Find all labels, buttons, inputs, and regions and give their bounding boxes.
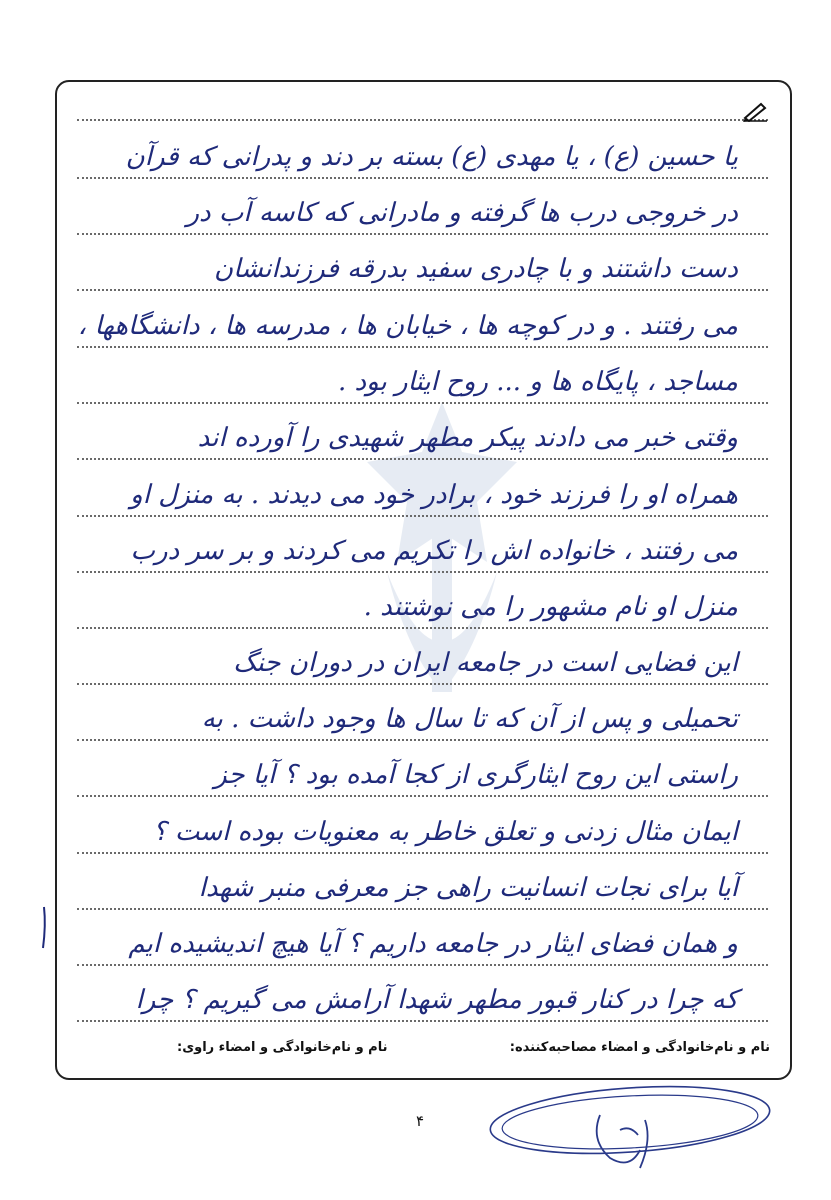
ruled-line — [77, 908, 768, 910]
handwritten-line: آیا برای نجات انسانیت راهی جز معرفی منبر شهدا — [198, 873, 738, 903]
ruled-line — [77, 852, 768, 854]
handwritten-line: این فضایی است در جامعه ایران در دوران جنگ — [233, 648, 738, 678]
handwritten-line: ایمان مثال زدنی و تعلق خاطر به معنویات بوده است ؟ — [152, 817, 738, 847]
ruled-line — [77, 964, 768, 966]
ruled-line — [77, 739, 768, 741]
ruled-line — [77, 289, 768, 291]
ruled-line — [77, 346, 768, 348]
ruled-line — [77, 795, 768, 797]
ruled-line — [77, 177, 768, 179]
handwritten-line: منزل او نام مشهور را می نوشتند . — [363, 592, 738, 622]
interviewer-signature-label: نام و نام‌خانوادگی و امضاء مصاحبه‌کننده: — [509, 1040, 770, 1055]
margin-mark — [40, 905, 48, 950]
page-number: ۴ — [416, 1112, 425, 1130]
interview-sheet — [55, 80, 792, 1080]
ruled-line — [77, 1020, 768, 1022]
handwritten-line: در خروجی درب ها گرفته و مادرانی که کاسه آب در — [186, 198, 738, 228]
handwritten-line: وقتی خبر می دادند پیکر مطهر شهیدی را آورده اند — [197, 423, 738, 453]
ruled-line — [77, 233, 768, 235]
ruled-line — [77, 627, 768, 629]
handwritten-line: که چرا در کنار قبور مطهر شهدا آرامش می گیریم ؟ چرا — [135, 985, 738, 1015]
handwritten-line: تحمیلی و پس از آن که تا سال ها وجود داشت . به — [201, 704, 738, 734]
handwritten-line: دست داشتند و با چادری سفید بدرقه فرزندانشان — [214, 254, 738, 284]
handwritten-line: راستی این روح ایثارگری از کجا آمده بود ؟ آیا جز — [214, 760, 738, 790]
pencil-icon — [742, 100, 768, 122]
signature-footer — [77, 1040, 770, 1064]
handwritten-line: می رفتند . و در کوچه ها ، خیابان ها ، مدرسه ها ، دانشگاهها ، — [77, 311, 738, 341]
handwritten-line: همراه او را فرزند خود ، برادر خود می دیدند . به منزل او — [130, 480, 738, 510]
ruled-line — [77, 683, 768, 685]
ruled-line — [77, 571, 768, 573]
ruled-line — [77, 402, 768, 404]
handwritten-line: می رفتند ، خانواده اش را تکریم می کردند و بر سر درب — [130, 536, 738, 566]
ruled-line — [77, 119, 768, 121]
ruled-line — [77, 458, 768, 460]
handwritten-line: مساجد ، پایگاه ها و ... روح ایثار بود . — [337, 367, 738, 397]
narrator-signature-label: نام و نام‌خانوادگی و امضاء راوی: — [177, 1040, 388, 1055]
ruled-line — [77, 515, 768, 517]
handwritten-line: و همان فضای ایثار در جامعه داریم ؟ آیا هیچ اندیشیده ایم — [128, 929, 738, 959]
signature-scribble — [480, 1080, 780, 1175]
handwritten-line: یا حسین (ع) ، یا مهدی (ع) بسته بر دند و پدرانی که قرآن — [125, 142, 738, 172]
